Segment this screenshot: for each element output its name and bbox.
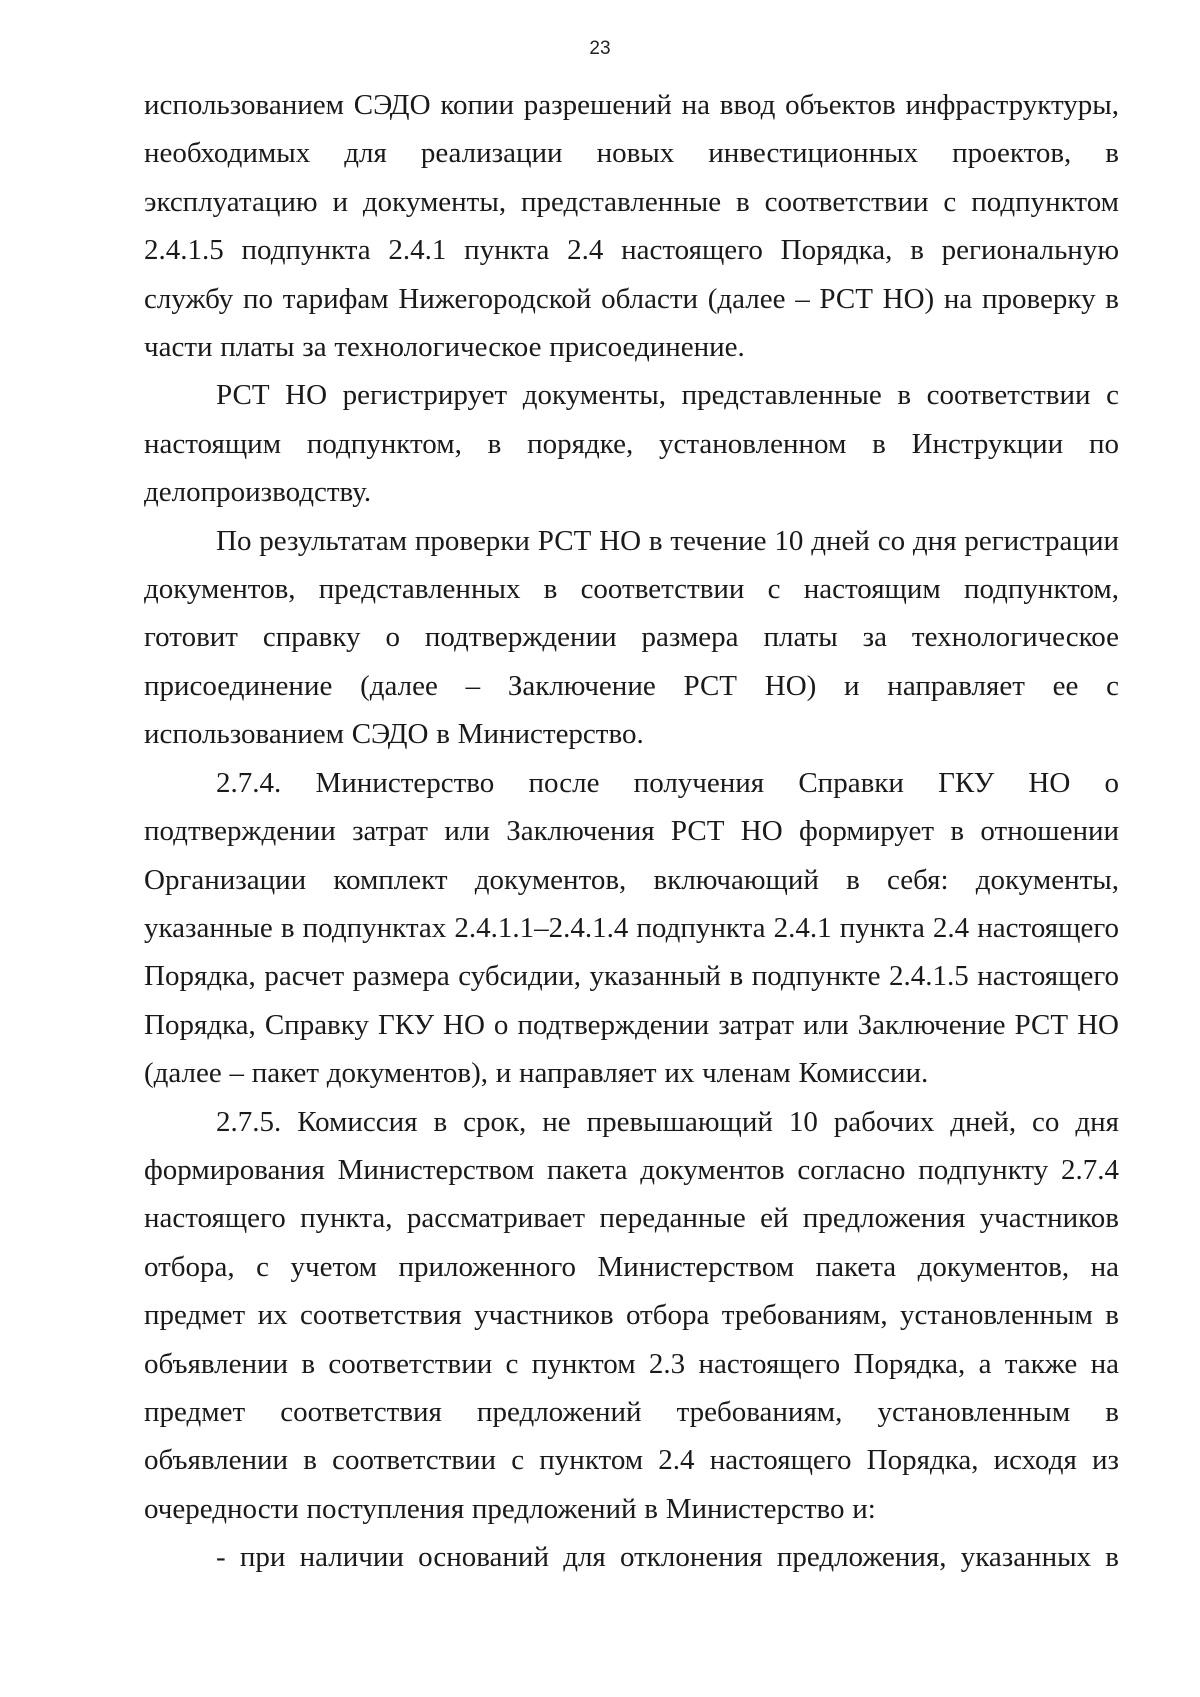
page-number: 23 [589, 38, 611, 59]
paragraph-clause-2-7-5: 2.7.5. Комиссия в срок, не превышающий 10 рабочих дней, со дня формирования Министерством пакета документов согласно подпункту 2.7.4 настоящего пункта, рассматривает переданные ей предложения участников отбора, с учетом приложенного Министерством пакета документов, на предмет их соответствия участников отбора требованиям, установленным в объявлении в соответствии с пунктом 2.3 настоящего Порядка, а также на предмет соответствия предложений требованиям, установленным в объявлении в соответствии с пунктом 2.4 настоящего Порядка, исходя из очередности поступления предложений в Министерство и: [144, 1105, 1119, 1525]
paragraph-rst-verification: По результатам проверки РСТ НО в течение 10 дней со дня регистрации документов, представленных в соответствии с настоящим подпунктом, готовит справку о подтверждении размера платы за технологическое присоединение (далее – Заключение РСТ НО) и направляет ее с использованием СЭДО в Министерство. [144, 524, 1119, 751]
paragraph-clause-2-7-4: 2.7.4. Министерство после получения Справки ГКУ НО о подтверждении затрат или Заключения РСТ НО формирует в отношении Организации комплект документов, включающий в себя: документы, указанные в подпунктах 2.4.1.1–2.4.1.4 подпункта 2.4.1 пункта 2.4 настоящего Порядка, расчет размера субсидии, указанный в подпункте 2.4.1.5 настоящего Порядка, Справку ГКУ НО о подтверждении затрат или Заключение РСТ НО (далее – пакет документов), и направляет их членам Комиссии. [144, 766, 1119, 1090]
document-body [144, 81, 1119, 1582]
paragraph-continuation: использованием СЭДО копии разрешений на ввод объектов инфраструктуры, необходимых для реализации новых инвестиционных проектов, в эксплуатацию и документы, представленные в соответствии с подпунктом 2.4.1.5 подпункта 2.4.1 пункта 2.4 настоящего Порядка, в региональную службу по тарифам Нижегородской области (далее – РСТ НО) на проверку в части платы за технологическое присоединение. [144, 89, 1119, 364]
list-item-rejection: - при наличии оснований для отклонения предложения, указанных в [216, 1541, 1119, 1574]
paragraph-rst-registration: РСТ НО регистрирует документы, представленные в соответствии с настоящим подпунктом, в порядке, установленном в Инструкции по делопроизводству. [144, 379, 1119, 509]
